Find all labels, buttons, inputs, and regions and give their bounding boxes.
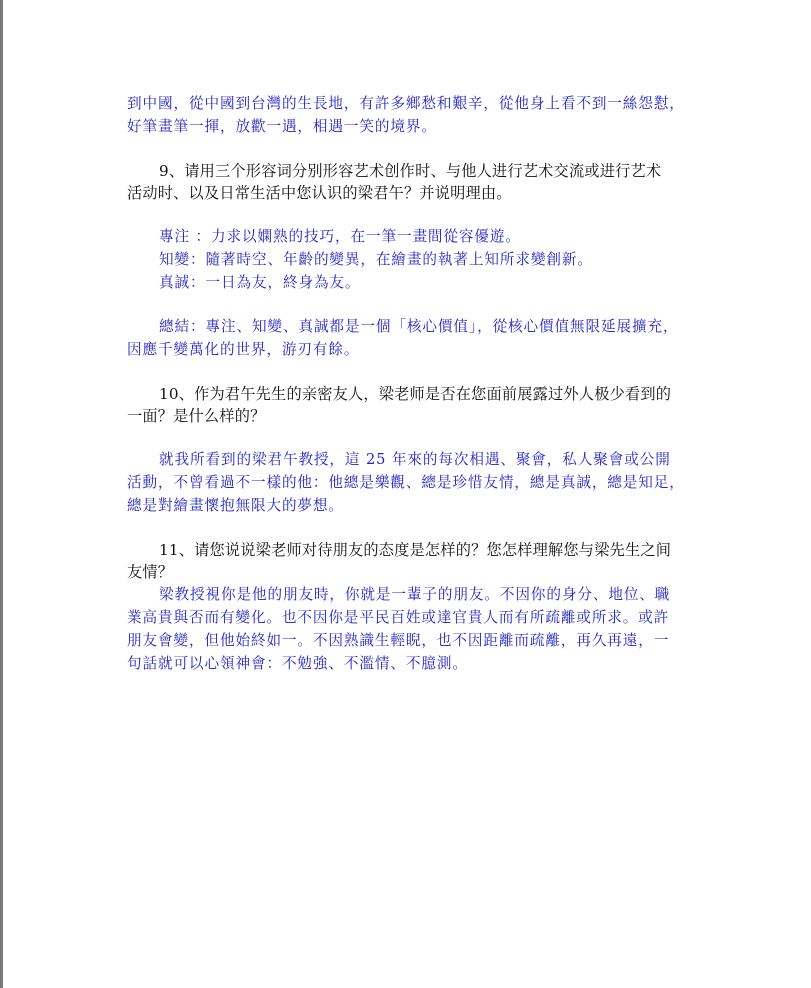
text-line: 就我所看到的梁君午教授，這 25 年來的每次相遇、聚會，私人聚會或公開 bbox=[159, 451, 671, 468]
text-line: 總結：專注、知變、真誠都是一個「核心價值」，從核心價值無限延展擴充， bbox=[159, 318, 679, 335]
text-line: 真誠：一日為友，終身為友。 bbox=[159, 274, 361, 291]
text-line: 句話就可以心領神會：不勉強、不濫情、不臆測。 bbox=[127, 655, 468, 672]
answer-11 bbox=[127, 583, 697, 675]
summary bbox=[127, 315, 697, 361]
text-line: 活動，不曾看過不一樣的他：他總是樂觀、總是珍惜友情，總是真誠，總是知足， bbox=[127, 474, 685, 491]
text-line: 因應千變萬化的世界，游刃有餘。 bbox=[127, 341, 360, 358]
question-9 bbox=[127, 160, 697, 204]
text-line: 好筆畫筆一揮，放歡一遇，相遇一笑的境界。 bbox=[127, 118, 437, 135]
text-line: 知變：隨著時空、年齡的變異，在繪畫的執著上知所求變創新。 bbox=[159, 251, 593, 268]
text-line: 友情？ bbox=[127, 563, 174, 581]
text-line: 9、请用三个形容词分别形容艺术创作时、与他人进行艺术交流或进行艺术 bbox=[159, 162, 662, 180]
text-line: 10、作为君午先生的亲密友人，梁老师是否在您面前展露过外人极少看到的 bbox=[159, 385, 672, 403]
document-page bbox=[127, 92, 697, 675]
answer-10 bbox=[127, 448, 697, 517]
text-line: 梁教授視你是他的朋友時，你就是一輩子的朋友。不因你的身分、地位、職 bbox=[159, 586, 671, 603]
answer-8-continuation bbox=[127, 92, 697, 138]
text-line: 總是對繪畫懷抱無限大的夢想。 bbox=[127, 497, 344, 514]
text-line: 專注 ：力求以嫻熟的技巧，在一筆一畫間從容優遊。 bbox=[159, 228, 521, 245]
text-line: 業高貴與否而有變化。也不因你是平民百姓或達官貴人而有所疏離或所求。或許 bbox=[127, 609, 670, 626]
page-left-edge bbox=[0, 0, 3, 988]
question-10 bbox=[127, 383, 697, 427]
text-line: 一面？是什么样的？ bbox=[127, 407, 266, 425]
text-line: 到中國，從中國到台灣的生長地，有許多鄉愁和艱辛，從他身上看不到一絲怨懟， bbox=[127, 95, 685, 112]
question-11 bbox=[127, 539, 697, 583]
text-line: 11、请您说说梁老师对待朋友的态度是怎样的？您怎样理解您与梁先生之间 bbox=[159, 541, 672, 559]
text-line: 活动时、以及日常生活中您认识的梁君午？并说明理由。 bbox=[127, 184, 512, 202]
answer-9 bbox=[127, 225, 697, 294]
text-line: 朋友會變，但他始終如一。不因熟識生輕睨，也不因距離而疏離，再久再遠，一 bbox=[127, 632, 670, 649]
